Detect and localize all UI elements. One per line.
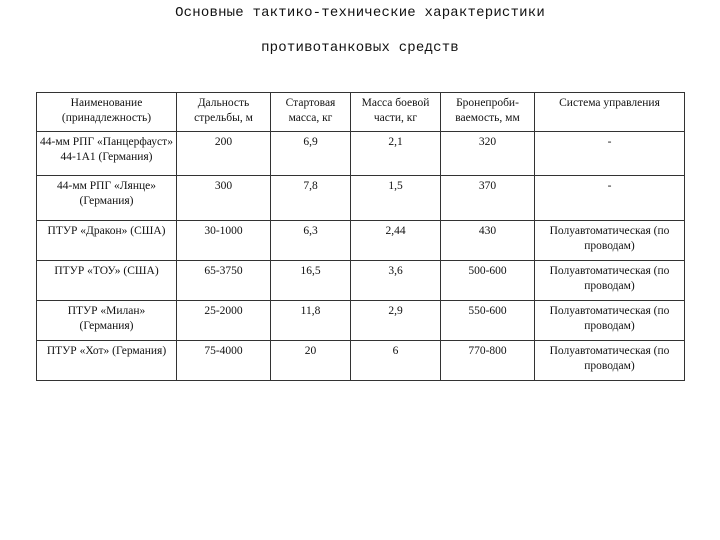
table-row: [37, 221, 685, 261]
cell-range: 75-4000: [177, 341, 271, 381]
cell-warhead-mass: 3,6: [351, 261, 441, 301]
table-row: [37, 341, 685, 381]
cell-warhead-mass: 2,44: [351, 221, 441, 261]
cell-range: 65-3750: [177, 261, 271, 301]
cell-guidance: Полуавтоматическая (по проводам): [535, 301, 685, 341]
cell-guidance: Полуавтоматическая (по проводам): [535, 221, 685, 261]
cell-penetration: 550-600: [441, 301, 535, 341]
cell-name: ПТУР «Дракон» (США): [37, 221, 177, 261]
cell-penetration: 430: [441, 221, 535, 261]
cell-range: 300: [177, 176, 271, 221]
header-launch-mass: Стартовая масса, кг: [271, 93, 351, 132]
cell-range: 25-2000: [177, 301, 271, 341]
cell-name: ПТУР «ТОУ» (США): [37, 261, 177, 301]
header-range: Дальность стрельбы, м: [177, 93, 271, 132]
characteristics-table: [36, 92, 685, 381]
cell-range: 30-1000: [177, 221, 271, 261]
cell-launch-mass: 6,9: [271, 132, 351, 176]
cell-guidance: Полуавтоматическая (по проводам): [535, 341, 685, 381]
cell-launch-mass: 16,5: [271, 261, 351, 301]
table-row: [37, 261, 685, 301]
header-guidance: Система управления: [535, 93, 685, 132]
table-row: [37, 301, 685, 341]
header-name: Наименование (принадлежность): [37, 93, 177, 132]
cell-guidance: -: [535, 176, 685, 221]
cell-penetration: 770-800: [441, 341, 535, 381]
cell-launch-mass: 7,8: [271, 176, 351, 221]
table-header-row: [37, 93, 685, 132]
cell-name: 44-мм РПГ «Лянце» (Германия): [37, 176, 177, 221]
cell-penetration: 320: [441, 132, 535, 176]
cell-guidance: Полуавтоматическая (по проводам): [535, 261, 685, 301]
cell-launch-mass: 6,3: [271, 221, 351, 261]
title-line-2: противотанковых средств: [261, 40, 459, 56]
cell-name: 44-мм РПГ «Панцерфауст» 44-1А1 (Германия): [37, 132, 177, 176]
table-row: [37, 176, 685, 221]
title-line-1: Основные тактико-технические характеристики: [175, 5, 545, 21]
cell-penetration: 370: [441, 176, 535, 221]
cell-guidance: -: [535, 132, 685, 176]
cell-warhead-mass: 2,1: [351, 132, 441, 176]
header-warhead-mass: Масса боевой части, кг: [351, 93, 441, 132]
table-row: [37, 132, 685, 176]
cell-name: ПТУР «Хот» (Германия): [37, 341, 177, 381]
cell-name: ПТУР «Милан» (Германия): [37, 301, 177, 341]
cell-launch-mass: 20: [271, 341, 351, 381]
cell-penetration: 500-600: [441, 261, 535, 301]
cell-warhead-mass: 6: [351, 341, 441, 381]
cell-warhead-mass: 1,5: [351, 176, 441, 221]
cell-range: 200: [177, 132, 271, 176]
header-penetration: Бронепроби- ваемость, мм: [441, 93, 535, 132]
cell-launch-mass: 11,8: [271, 301, 351, 341]
cell-warhead-mass: 2,9: [351, 301, 441, 341]
